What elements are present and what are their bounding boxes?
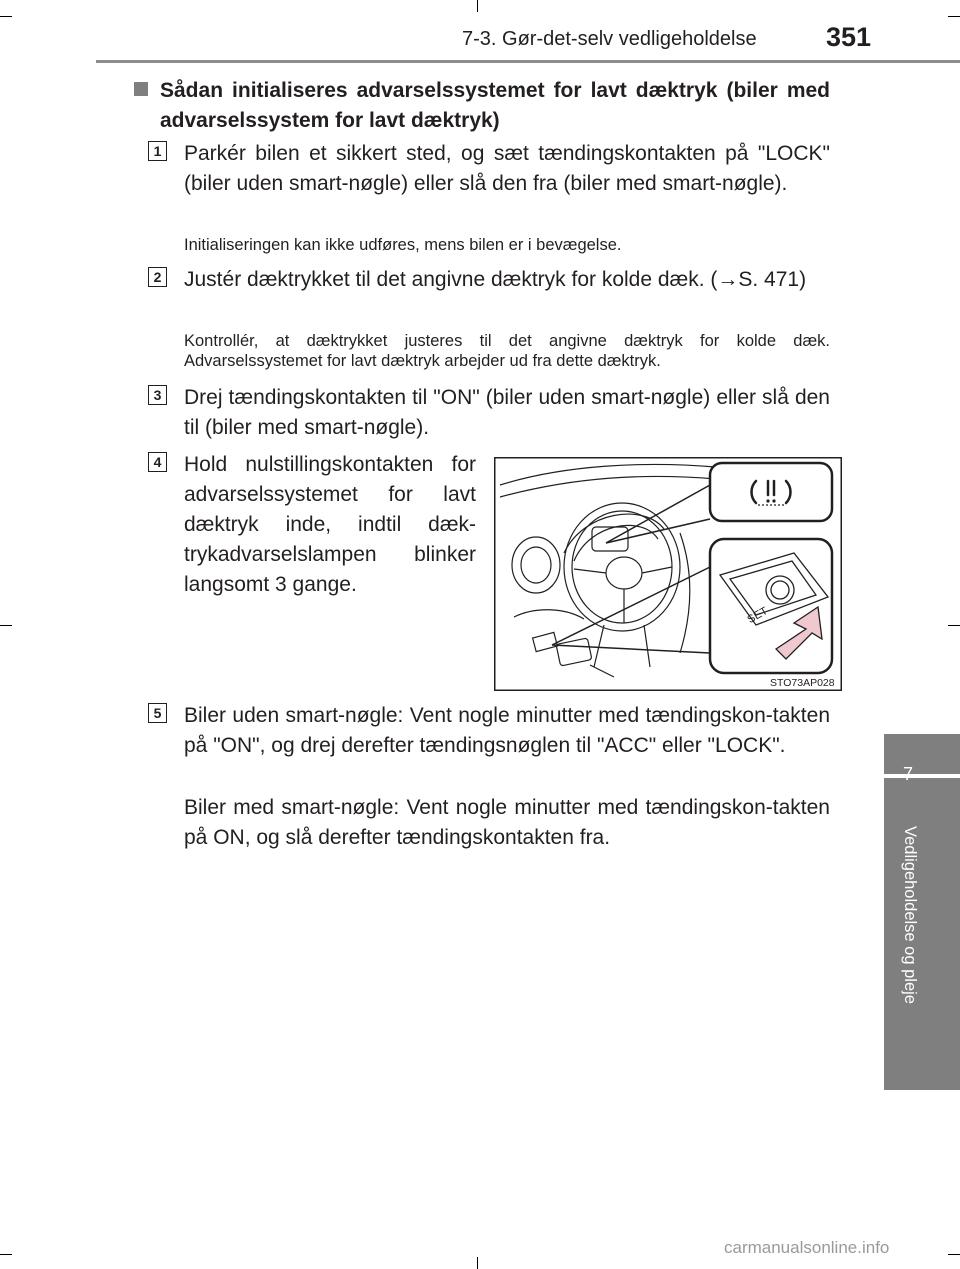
step-number-1: 1 bbox=[148, 141, 167, 161]
crop-mark bbox=[948, 1254, 960, 1255]
step-3-text: Drej tændingskontakten til "ON" (biler uden smart-nøgle) eller slå den til (biler med smart-nøgle). bbox=[184, 386, 830, 439]
crop-mark bbox=[477, 1257, 478, 1269]
section-heading bbox=[134, 76, 830, 136]
crop-mark bbox=[0, 1254, 12, 1255]
step-number-2: 2 bbox=[148, 267, 167, 287]
footer-watermark: carmanualsonline.info bbox=[724, 1238, 890, 1257]
step-4-text: Hold nulstillingskontakten for advarselssystemet for lavt dæktryk inde, indtil dæk-trykadvarselslampen blinker langsomt 3 gange. bbox=[184, 453, 476, 596]
step-5-text: Biler uden smart-nøgle: Vent nogle minutter med tændingskon-takten på "ON", og drej derefter tændingsnøglen til "ACC" eller "LOCK". bbox=[184, 704, 830, 757]
step-number-5: 5 bbox=[148, 703, 167, 723]
step-2-text: Justér dæktrykket til det angivne dæktryk for kolde dæk. (→S. 471) bbox=[184, 268, 807, 291]
step-1-text: Parkér bilen et sikkert sted, og sæt tændingskontakten på "LOCK" (biler uden smart-nøgle) eller slå den fra (biler med smart-nøgle). bbox=[184, 142, 830, 195]
step-5-text-2: Biler med smart-nøgle: Vent nogle minutter med tændingskon-takten på ON, og slå derefter tændingskontakten fra. bbox=[184, 796, 830, 849]
step-number-3: 3 bbox=[148, 385, 167, 405]
header-section-title: 7-3. Gør-det-selv vedligeholdelse bbox=[462, 28, 757, 50]
crop-mark bbox=[948, 625, 960, 626]
crop-mark bbox=[0, 16, 12, 17]
tpms-reset-switch-illustration bbox=[494, 457, 842, 691]
chapter-title: Vedligeholdelse og pleje bbox=[901, 826, 919, 1004]
illustration-code: STO73AP028 bbox=[770, 677, 835, 689]
crop-mark bbox=[477, 0, 478, 12]
step-2-note: Kontrollér, at dæktrykket justeres til det angivne dæktryk for kolde dæk. Advarselssystemet for lavt dæktryk arbejder ud fra dette dæktryk. bbox=[184, 332, 830, 370]
header-rule bbox=[96, 60, 960, 63]
section-heading-text: Sådan initialiseres advarselssystemet for lavt dæktryk (biler med advarselssystem for lavt dæktryk) bbox=[160, 79, 830, 132]
chapter-number: 7 bbox=[902, 764, 913, 784]
heading-square-icon bbox=[134, 82, 148, 96]
crop-mark bbox=[0, 625, 12, 626]
step-number-4: 4 bbox=[148, 452, 167, 472]
crop-mark bbox=[948, 16, 960, 17]
step-1-note: Initialiseringen kan ikke udføres, mens bilen er i bevægelse. bbox=[184, 236, 622, 254]
switch-set-label: SET bbox=[745, 604, 770, 627]
page-number: 351 bbox=[826, 22, 872, 52]
